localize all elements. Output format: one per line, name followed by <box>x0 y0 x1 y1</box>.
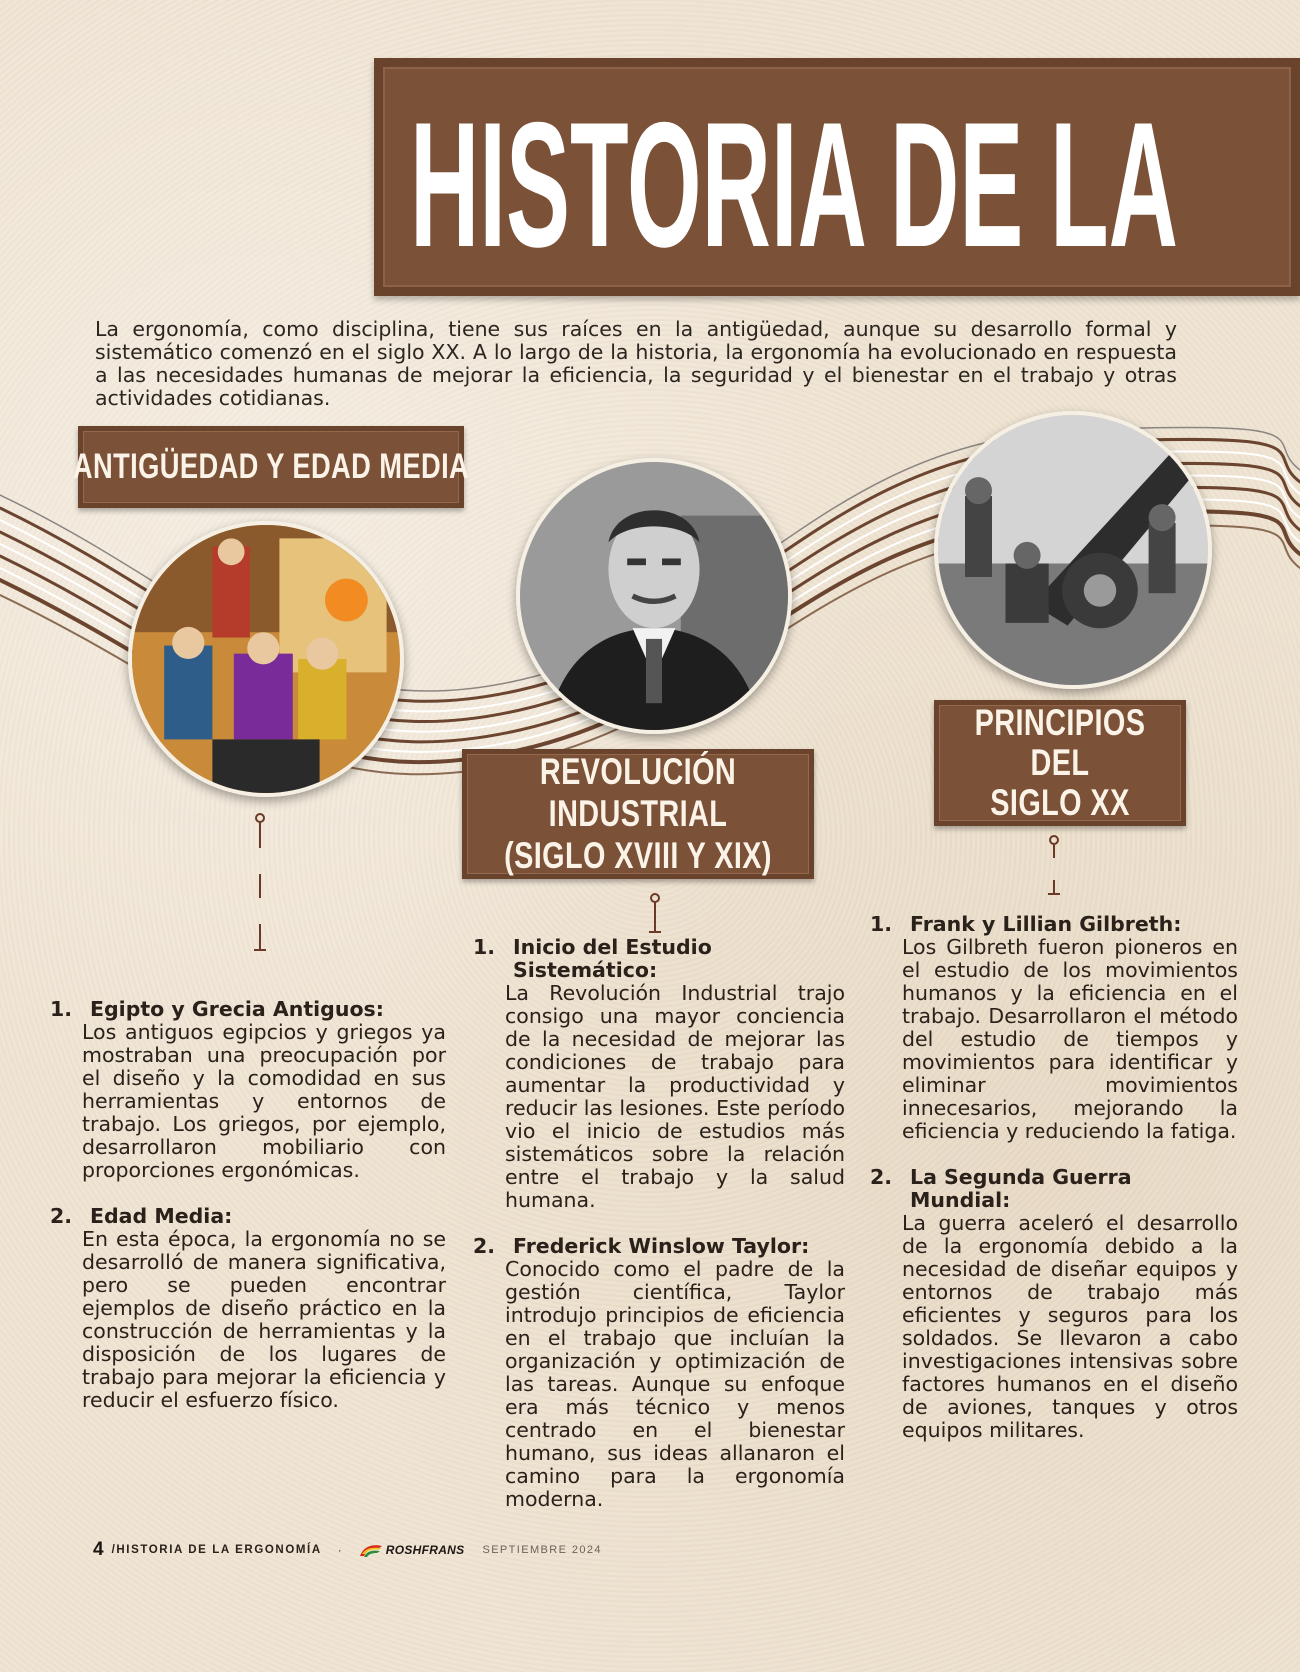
section-header-siglo-xx <box>934 700 1186 826</box>
list-item-title: La Segunda Guerra Mundial: <box>910 1165 1132 1212</box>
section-header-antiguedad <box>72 426 470 508</box>
frederick-taylor-portrait-photo <box>516 458 792 734</box>
antiguedad-list <box>50 997 446 1412</box>
list-item-text: Conocido como el padre de la gestión científica, Taylor introdujo principios de eficiencia en el trabajo que incluían la organización y optimización de las tareas. Aunque su enfoque era más técnico y menos centrado en el bienestar humano, sus ideas allanaron el camino para la ergonomía moderna. <box>505 1257 845 1511</box>
list-item-text: La guerra aceleró el desarrollo de la ergonomía debido a la necesidad de diseñar equipos y entornos de trabajo más eficientes y seguros para los soldados. Se llevaron a cabo investigaciones intensivas sobre factores humanos en el diseño de aviones, tanques y otros equipos militares. <box>902 1211 1238 1442</box>
roshfrans-logo-icon <box>358 1542 384 1558</box>
list-item-text: En esta época, la ergonomía no se desarrolló de manera significativa, pero se pueden encontrar ejemplos de diseño práctico en la construcción de herramientas y la disposición de los lugares de trabajo para mejorar la eficiencia y reducir el esfuerzo físico. <box>82 1227 446 1412</box>
list-item <box>473 1234 845 1511</box>
list-item <box>870 912 1238 1143</box>
page-title <box>410 85 1230 284</box>
medieval-craftsmen-photo <box>128 521 404 797</box>
list-item-number: 2. <box>50 1204 73 1228</box>
list-item-number: 1. <box>50 997 73 1021</box>
list-item-text: Los antiguos egipcios y griegos ya mostraban una preocupación por el diseño y la comodidad en sus herramientas y entornos de trabajo. Los griegos, por ejemplo, desarrollaron mobiliario con proporciones ergonómicas. <box>82 1020 446 1182</box>
section-header-label: PRINCIPIOS DEL SIGLO XX <box>974 702 1146 823</box>
intro-paragraph: La ergonomía, como disciplina, tiene sus raíces en la antigüedad, aunque su desarrollo formal y sistemático comenzó en el siglo XX. A lo largo de la historia, la ergonomía ha evolucionado en respuesta a las necesidades humanas de mejorar la eficiencia, la seguridad y el bienestar en el trabajo y otras actividades cotidianas. <box>95 317 1177 410</box>
page-title-text: HISTORIA DE LA <box>410 85 1178 284</box>
page-footer <box>93 1538 602 1562</box>
pin-connector-icon <box>250 812 270 954</box>
list-item-title: Inicio del Estudio Sistemático: <box>513 935 712 982</box>
wwii-artillery-photo <box>934 411 1212 689</box>
revolucion-industrial-list <box>473 935 845 1511</box>
list-item-title: Edad Media: <box>90 1204 233 1228</box>
list-item <box>473 935 845 1212</box>
footer-separator: · <box>337 1543 342 1557</box>
list-item <box>50 1204 446 1412</box>
list-item-number: 2. <box>473 1234 496 1258</box>
section-header-label: ANTIGÜEDAD Y EDAD MEDIA <box>72 447 470 486</box>
list-item-number: 1. <box>870 912 893 936</box>
list-item-number: 2. <box>870 1165 893 1189</box>
list-item <box>50 997 446 1182</box>
list-item-number: 1. <box>473 935 496 959</box>
list-item-text: Los Gilbreth fueron pioneros en el estudio de los movimientos humanos y la eficiencia en el trabajo. Desarrollaron el método del estudio de tiempos y movimientos para identificar y eliminar movimientos innecesarios, mejorando la eficiencia y reduciendo la fatiga. <box>902 935 1238 1143</box>
issue-date: SEPTIEMBRE 2024 <box>482 1544 602 1556</box>
brand-name: ROSHFRANS <box>385 1543 465 1557</box>
list-item-text: La Revolución Industrial trajo consigo una mayor conciencia de la necesidad de mejorar las condiciones de trabajo para aumentar la productividad y reducir las lesiones. Este período vio el inicio de estudios más sistemáticos sobre la relación entre el trabajo y la salud humana. <box>505 981 845 1212</box>
siglo-xx-list <box>870 912 1238 1442</box>
list-item-title: Frank y Lillian Gilbreth: <box>910 912 1182 936</box>
roshfrans-logo <box>358 1542 465 1558</box>
pin-connector-icon <box>1044 834 1064 898</box>
list-item-title: Egipto y Grecia Antiguos: <box>90 997 384 1021</box>
page-number: 4 <box>93 1539 104 1560</box>
pin-connector-icon <box>645 892 665 936</box>
list-item-title: Frederick Winslow Taylor: <box>513 1234 810 1258</box>
list-item <box>870 1165 1238 1442</box>
section-header-label: REVOLUCIÓN INDUSTRIAL (SIGLO XVIII Y XIX) <box>504 751 772 876</box>
footer-section-title: /HISTORIA DE LA ERGONOMÍA <box>111 1544 322 1556</box>
section-header-revolucion-industrial <box>462 749 814 879</box>
